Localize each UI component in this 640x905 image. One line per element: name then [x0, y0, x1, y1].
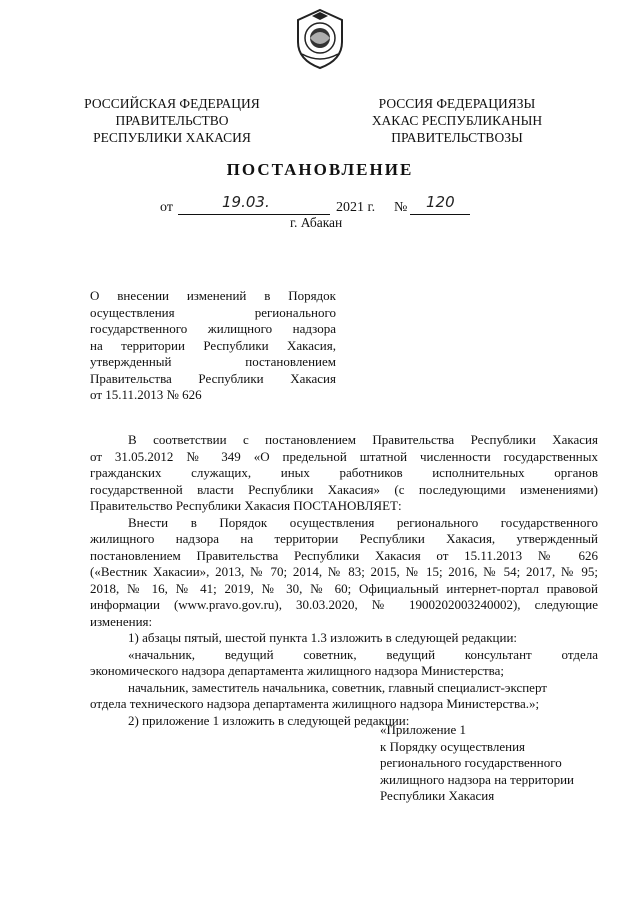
header-kjh: [362, 95, 552, 146]
subject-line: от 15.11.2013 № 626: [90, 387, 202, 402]
body-line: «начальник, ведущий советник, ведущий консультант отдела: [128, 646, 598, 662]
header-ru-line: ПРАВИТЕЛЬСТВО: [115, 113, 229, 128]
number-underline: [410, 214, 470, 215]
body-line: гражданских служащих, иных работников исполнительных органов: [90, 465, 598, 480]
body-line: информации (www.pravo.gov.ru), 30.03.2020, № 1900202003240002), следующие: [90, 597, 598, 612]
header-kjh-line: РОССИЯ ФЕДЕРАЦИЯЗЫ: [378, 96, 536, 111]
body-line: Внести в Порядок осуществления регионального государственного: [128, 514, 598, 530]
body-line: Правительство Республики Хакасия ПОСТАНОВЛЯЕТ:: [90, 498, 402, 513]
body-line: жилищного надзора на территории Республики Хакасия, утвержденный: [90, 531, 598, 546]
body-text: [90, 432, 598, 729]
body-line: («Вестник Хакасии», 2013, № 70; 2014, № 83; 2015, № 15; 2016, № 54; 2017, № 95;: [90, 564, 598, 579]
body-line: экономического надзора департамента жилищного надзора Министерства;: [90, 663, 505, 678]
subject-line: осуществления регионального: [90, 304, 336, 320]
body-line: постановлением Правительства Республики Хакасия от 15.11.2013 № 626: [90, 547, 598, 563]
appendix-line: к Порядку осуществления: [380, 738, 526, 754]
subject-line: на территории Республики Хакасия,: [90, 337, 336, 353]
subject-block: [90, 288, 336, 404]
khakassia-coat-of-arms-icon: [292, 8, 348, 70]
body-line: изменения:: [90, 613, 153, 629]
body-line: 2) приложение 1 изложить в следующей редакции:: [128, 712, 410, 728]
body-line: 2018, № 16, № 41; 2019, № 30, № 60; Официальный интернет-портал правовой: [90, 580, 598, 596]
subject-line: утвержденный постановлением: [90, 354, 336, 369]
subject-line: государственного жилищного надзора: [90, 321, 336, 336]
document-title: ПОСТАНОВЛЕНИЕ: [226, 160, 414, 179]
date-year: 2021 г.: [336, 200, 376, 215]
header-ru-line: РЕСПУБЛИКИ ХАКАСИЯ: [93, 130, 251, 145]
header-ru: [72, 95, 272, 146]
appendix-line: жилищного надзора на территории: [380, 771, 574, 787]
appendix-line: регионального государственного: [380, 755, 562, 770]
subject-line: О внесении изменений в Порядок: [90, 288, 336, 303]
number-handwritten: 120: [426, 193, 455, 211]
body-line: начальник, заместитель начальника, советник, главный специалист-эксперт: [128, 679, 547, 695]
header-kjh-line: ПРАВИТЕЛЬСТВОЗЫ: [391, 130, 523, 145]
body-line: В соответствии с постановлением Правительства Республики Хакасия: [128, 432, 598, 447]
date-from-label: от: [160, 200, 173, 215]
body-line: 1) абзацы пятый, шестой пункта 1.3 изложить в следующей редакции:: [128, 630, 518, 645]
header-kjh-line: ХАКАС РЕСПУБЛИКАНЫН: [371, 113, 543, 128]
body-line: государственной власти Республики Хакасия» (с последующими изменениями): [90, 481, 598, 497]
appendix-line: «Приложение 1: [380, 722, 467, 737]
header-ru-line: РОССИЙСКАЯ ФЕДЕРАЦИЯ: [84, 96, 260, 111]
body-line: от 31.05.2012 № 349 «О предельной штатной численности государственных: [90, 448, 598, 464]
city: г. Абакан: [290, 215, 343, 230]
appendix-block: [380, 722, 600, 805]
body-line: отдела технического надзора департамента жилищного надзора Министерства.»;: [90, 696, 540, 711]
number-label: №: [394, 200, 408, 215]
appendix-line: Республики Хакасия: [380, 788, 495, 803]
date-handwritten: 19.03.: [222, 193, 270, 211]
subject-line: Правительства Республики Хакасия: [90, 370, 336, 386]
